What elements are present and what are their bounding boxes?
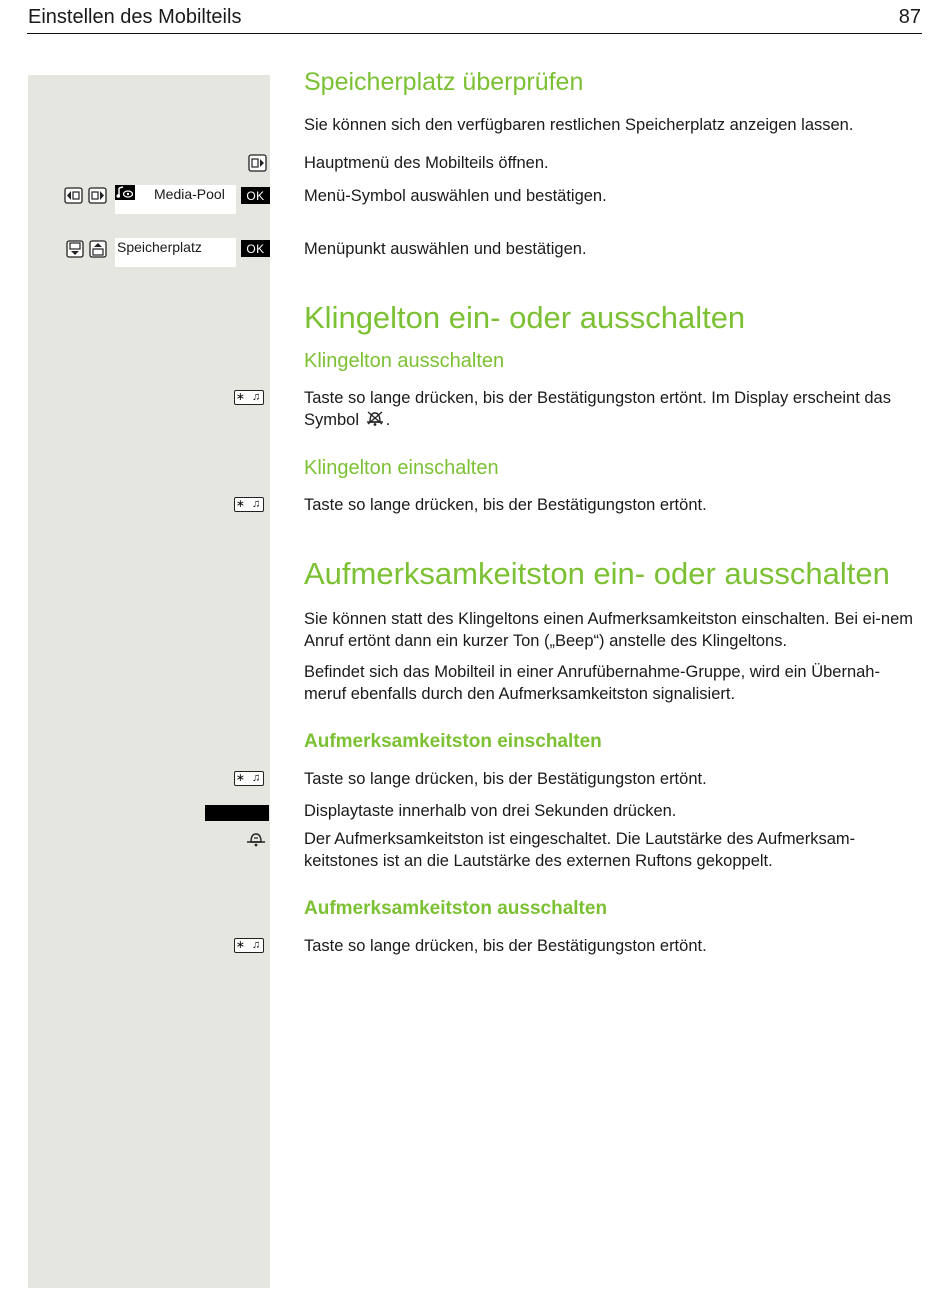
display-label-speicherplatz: Speicherplatz bbox=[117, 239, 202, 255]
subtitle-klingelton-aus: Klingelton ausschalten bbox=[304, 350, 505, 372]
text-klingelton-aus bbox=[304, 387, 922, 431]
nav-down-icon bbox=[66, 240, 84, 258]
ringer-off-icon bbox=[364, 409, 386, 427]
step-press-star-key: Taste so lange drücken, bis der Bestätigungston ertönt. bbox=[304, 770, 707, 788]
star-key-icon: ∗ ♫ bbox=[235, 772, 263, 784]
subtitle-aufmerksamkeitston-ein: Aufmerksamkeitston einschalten bbox=[304, 731, 602, 752]
intro-speicherplatz: Sie können sich den verfügbaren restlichen Speicherplatz anzeigen lassen. bbox=[304, 116, 854, 134]
media-pool-icon bbox=[115, 185, 135, 200]
para-aufmerksamkeitston-1: Sie können statt des Klingeltons einen Aufmerksamkeitston einschalten. Bei ei-nem Anruf ertönt dann ein kurzer Ton („Beep“) anstelle des Klingeltons. bbox=[304, 610, 914, 650]
star-key-icon: ∗ ♫ bbox=[235, 391, 263, 403]
step-select-menu-symbol: Menü-Symbol auswählen und bestätigen. bbox=[304, 187, 607, 205]
star-key-icon: ∗ ♫ bbox=[235, 939, 263, 951]
ok-key: OK bbox=[241, 240, 270, 257]
step-open-main-menu: Hauptmenü des Mobilteils öffnen. bbox=[304, 154, 549, 172]
text-klingelton-aus-main: Taste so lange drücken, bis der Bestätigungston ertönt. Im Display erscheint das Symbol bbox=[304, 389, 891, 429]
ok-key: OK bbox=[241, 187, 270, 204]
running-header: Einstellen des Mobilteils bbox=[28, 6, 242, 28]
display-media-pool bbox=[115, 185, 236, 214]
nav-left-icon bbox=[64, 187, 83, 204]
text-aufmerksamkeitston-aktiv: Der Aufmerksamkeitston ist eingeschaltet. Die Lautstärke des Aufmerksam-keitstones ist an die Lautstärke des externen Ruftons gekoppelt. bbox=[304, 830, 856, 870]
display-speicherplatz bbox=[115, 238, 236, 267]
step-select-menu-item: Menüpunkt auswählen und bestätigen. bbox=[304, 240, 587, 258]
star-key-icon: ∗ ♫ bbox=[235, 498, 263, 510]
display-label-media-pool: Media-Pool bbox=[154, 186, 225, 202]
nav-right-icon bbox=[88, 187, 107, 204]
header-rule bbox=[27, 33, 922, 34]
nav-up-icon bbox=[89, 240, 107, 258]
section-title-aufmerksamkeitston: Aufmerksamkeitston ein- oder ausschalten bbox=[304, 556, 890, 591]
text-klingelton-ein: Taste so lange drücken, bis der Bestätigungston ertönt. bbox=[304, 496, 707, 514]
step-press-display-key: Displaytaste innerhalb von drei Sekunden drücken. bbox=[304, 802, 677, 820]
display-softkey bbox=[205, 805, 269, 821]
section-title-speicherplatz: Speicherplatz überprüfen bbox=[304, 68, 584, 96]
text-klingelton-aus-end: . bbox=[385, 411, 391, 429]
menu-right-key-icon bbox=[248, 154, 267, 172]
para-aufmerksamkeitston-2: Befindet sich das Mobilteil in einer Anrufübernahme-Gruppe, wird ein Übernah-meruf ebenfalls durch den Aufmerksamkeitston signalisiert. bbox=[304, 663, 880, 703]
step-press-star-key-off: Taste so lange drücken, bis der Bestätigungston ertönt. bbox=[304, 937, 707, 955]
section-title-klingelton: Klingelton ein- oder ausschalten bbox=[304, 300, 746, 335]
subtitle-klingelton-ein: Klingelton einschalten bbox=[304, 457, 499, 479]
subtitle-aufmerksamkeitston-aus: Aufmerksamkeitston ausschalten bbox=[304, 898, 608, 919]
beep-icon bbox=[245, 830, 267, 849]
page-number: 87 bbox=[898, 6, 921, 28]
